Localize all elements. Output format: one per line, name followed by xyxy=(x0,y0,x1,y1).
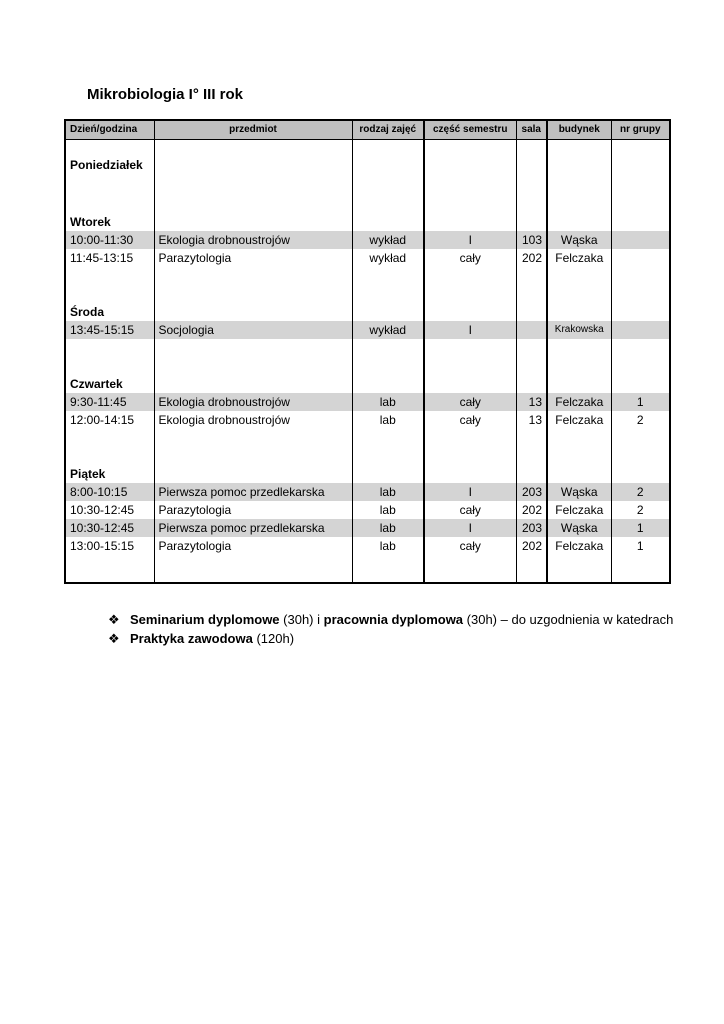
semester-part-cell: I xyxy=(424,231,516,249)
semester-part-cell: cały xyxy=(424,411,516,429)
empty-cell xyxy=(611,429,670,465)
empty-cell xyxy=(154,140,352,157)
group-cell: 1 xyxy=(611,519,670,537)
empty-cell xyxy=(65,555,154,583)
building-cell: Wąska xyxy=(547,231,611,249)
empty-cell xyxy=(547,213,611,231)
class-type-cell: wykład xyxy=(352,231,424,249)
empty-cell xyxy=(547,174,611,213)
note-text: (30h) – do uzgodnienia w katedrach xyxy=(463,612,674,627)
empty-cell xyxy=(611,213,670,231)
diamond-bullet-icon: ❖ xyxy=(108,612,120,627)
empty-cell xyxy=(424,555,516,583)
group-cell: 2 xyxy=(611,483,670,501)
class-type-cell: lab xyxy=(352,537,424,555)
class-type-cell: wykład xyxy=(352,321,424,339)
empty-cell xyxy=(424,429,516,465)
subject-cell: Ekologia drobnoustrojów xyxy=(154,411,352,429)
semester-part-cell: cały xyxy=(424,537,516,555)
empty-cell xyxy=(516,465,547,483)
semester-part-cell: cały xyxy=(424,393,516,411)
spacer-row xyxy=(65,555,670,583)
table-row xyxy=(65,501,670,519)
empty-cell xyxy=(611,555,670,583)
table-row xyxy=(65,411,670,429)
time-cell: 10:00-11:30 xyxy=(65,231,154,249)
empty-cell xyxy=(352,174,424,213)
time-cell: 8:00-10:15 xyxy=(65,483,154,501)
day-row xyxy=(65,156,670,174)
subject-cell: Ekologia drobnoustrojów xyxy=(154,393,352,411)
note-lab-label: pracownia dyplomowa xyxy=(323,612,464,627)
class-type-cell: lab xyxy=(352,501,424,519)
empty-cell xyxy=(516,303,547,321)
time-cell: 13:00-15:15 xyxy=(65,537,154,555)
empty-cell xyxy=(424,375,516,393)
subject-cell: Pierwsza pomoc przedlekarska xyxy=(154,483,352,501)
empty-cell xyxy=(516,555,547,583)
semester-part-cell: cały xyxy=(424,249,516,267)
time-cell: 13:45-15:15 xyxy=(65,321,154,339)
empty-cell xyxy=(154,339,352,375)
semester-part-cell: I xyxy=(424,321,516,339)
empty-cell xyxy=(352,465,424,483)
empty-cell xyxy=(547,267,611,303)
empty-cell xyxy=(516,140,547,157)
empty-cell xyxy=(516,267,547,303)
building-cell: Felczaka xyxy=(547,393,611,411)
spacer-row xyxy=(65,267,670,303)
building-cell: Felczaka xyxy=(547,501,611,519)
note-text: (30h) i xyxy=(279,612,324,627)
schedule-table xyxy=(64,119,671,584)
empty-cell xyxy=(65,140,154,157)
group-cell: 1 xyxy=(611,393,670,411)
empty-cell xyxy=(352,375,424,393)
table-row xyxy=(65,483,670,501)
group-cell: 2 xyxy=(611,411,670,429)
empty-cell xyxy=(547,429,611,465)
spacer-row xyxy=(65,339,670,375)
empty-cell xyxy=(154,465,352,483)
subject-cell: Socjologia xyxy=(154,321,352,339)
day-row xyxy=(65,465,670,483)
empty-cell xyxy=(424,213,516,231)
empty-cell xyxy=(611,267,670,303)
subject-cell: Parazytologia xyxy=(154,249,352,267)
class-type-cell: lab xyxy=(352,411,424,429)
room-cell: 13 xyxy=(516,411,547,429)
group-cell: 1 xyxy=(611,537,670,555)
empty-cell xyxy=(65,267,154,303)
subject-cell: Parazytologia xyxy=(154,537,352,555)
note-text: (120h) xyxy=(252,631,295,646)
empty-cell xyxy=(154,303,352,321)
time-cell: 12:00-14:15 xyxy=(65,411,154,429)
group-cell xyxy=(611,249,670,267)
empty-cell xyxy=(547,375,611,393)
room-cell: 202 xyxy=(516,537,547,555)
empty-cell xyxy=(154,429,352,465)
empty-cell xyxy=(154,267,352,303)
table-row xyxy=(65,537,670,555)
empty-cell xyxy=(352,140,424,157)
empty-cell xyxy=(352,339,424,375)
day-row xyxy=(65,303,670,321)
table-row xyxy=(65,231,670,249)
empty-cell xyxy=(424,465,516,483)
building-cell: Wąska xyxy=(547,483,611,501)
time-cell: 11:45-13:15 xyxy=(65,249,154,267)
group-cell: 2 xyxy=(611,501,670,519)
room-cell: 202 xyxy=(516,249,547,267)
empty-cell xyxy=(547,140,611,157)
header-building: budynek xyxy=(547,120,611,140)
empty-cell xyxy=(424,303,516,321)
empty-cell xyxy=(424,140,516,157)
empty-cell xyxy=(547,465,611,483)
room-cell: 203 xyxy=(516,483,547,501)
empty-cell xyxy=(424,156,516,174)
day-label: Czwartek xyxy=(65,375,154,393)
header-group: nr grupy xyxy=(611,120,670,140)
room-cell: 103 xyxy=(516,231,547,249)
time-cell: 9:30-11:45 xyxy=(65,393,154,411)
empty-cell xyxy=(424,267,516,303)
day-label: Poniedziałek xyxy=(65,156,154,174)
empty-cell xyxy=(352,213,424,231)
empty-cell xyxy=(352,267,424,303)
empty-cell xyxy=(352,555,424,583)
building-cell: Felczaka xyxy=(547,249,611,267)
empty-cell xyxy=(547,339,611,375)
time-cell: 10:30-12:45 xyxy=(65,519,154,537)
group-cell xyxy=(611,321,670,339)
empty-cell xyxy=(611,303,670,321)
note-internship-label: Praktyka zawodowa xyxy=(130,631,253,646)
empty-cell xyxy=(352,156,424,174)
header-subject: przedmiot xyxy=(154,120,352,140)
group-cell xyxy=(611,231,670,249)
empty-cell xyxy=(611,465,670,483)
empty-cell xyxy=(65,339,154,375)
day-label: Piątek xyxy=(65,465,154,483)
empty-cell xyxy=(516,339,547,375)
empty-cell xyxy=(424,339,516,375)
class-type-cell: lab xyxy=(352,393,424,411)
empty-cell xyxy=(516,429,547,465)
empty-cell xyxy=(65,174,154,213)
building-cell: Felczaka xyxy=(547,411,611,429)
table-row xyxy=(65,321,670,339)
empty-cell xyxy=(611,140,670,157)
building-cell: Felczaka xyxy=(547,537,611,555)
class-type-cell: wykład xyxy=(352,249,424,267)
day-row xyxy=(65,213,670,231)
empty-cell xyxy=(547,156,611,174)
empty-cell xyxy=(516,156,547,174)
empty-cell xyxy=(352,429,424,465)
room-cell: 202 xyxy=(516,501,547,519)
subject-cell: Parazytologia xyxy=(154,501,352,519)
semester-part-cell: cały xyxy=(424,501,516,519)
header-semester-part: część semestru xyxy=(424,120,516,140)
subject-cell: Pierwsza pomoc przedlekarska xyxy=(154,519,352,537)
spacer-row xyxy=(65,429,670,465)
empty-cell xyxy=(516,213,547,231)
notes-list xyxy=(108,610,673,648)
empty-cell xyxy=(352,303,424,321)
day-row xyxy=(65,375,670,393)
note-seminar-label: Seminarium dyplomowe xyxy=(130,612,280,627)
empty-cell xyxy=(611,339,670,375)
empty-cell xyxy=(154,555,352,583)
room-cell: 13 xyxy=(516,393,547,411)
empty-cell xyxy=(154,156,352,174)
empty-cell xyxy=(154,213,352,231)
class-type-cell: lab xyxy=(352,519,424,537)
header-row xyxy=(65,120,670,140)
header-class-type: rodzaj zajęć xyxy=(352,120,424,140)
subject-cell: Ekologia drobnoustrojów xyxy=(154,231,352,249)
empty-cell xyxy=(611,375,670,393)
empty-cell xyxy=(547,555,611,583)
note-thesis xyxy=(108,610,673,629)
time-cell: 10:30-12:45 xyxy=(65,501,154,519)
empty-cell xyxy=(424,174,516,213)
empty-cell xyxy=(611,156,670,174)
header-day-time: Dzień/godzina xyxy=(65,120,154,140)
note-internship xyxy=(108,629,673,648)
diamond-bullet-icon: ❖ xyxy=(108,631,120,646)
room-cell: 203 xyxy=(516,519,547,537)
empty-cell xyxy=(516,375,547,393)
header-room: sala xyxy=(516,120,547,140)
empty-cell xyxy=(516,174,547,213)
building-cell: Krakowska xyxy=(547,321,611,339)
day-label: Środa xyxy=(65,303,154,321)
building-cell: Wąska xyxy=(547,519,611,537)
empty-cell xyxy=(547,303,611,321)
empty-cell xyxy=(154,375,352,393)
table-row xyxy=(65,249,670,267)
spacer-row xyxy=(65,140,670,157)
semester-part-cell: I xyxy=(424,483,516,501)
empty-cell xyxy=(611,174,670,213)
room-cell xyxy=(516,321,547,339)
spacer-row xyxy=(65,174,670,213)
empty-cell xyxy=(154,174,352,213)
page-title: Mikrobiologia I° III rok xyxy=(87,86,244,103)
day-label: Wtorek xyxy=(65,213,154,231)
semester-part-cell: I xyxy=(424,519,516,537)
class-type-cell: lab xyxy=(352,483,424,501)
table-row xyxy=(65,519,670,537)
table-row xyxy=(65,393,670,411)
empty-cell xyxy=(65,429,154,465)
